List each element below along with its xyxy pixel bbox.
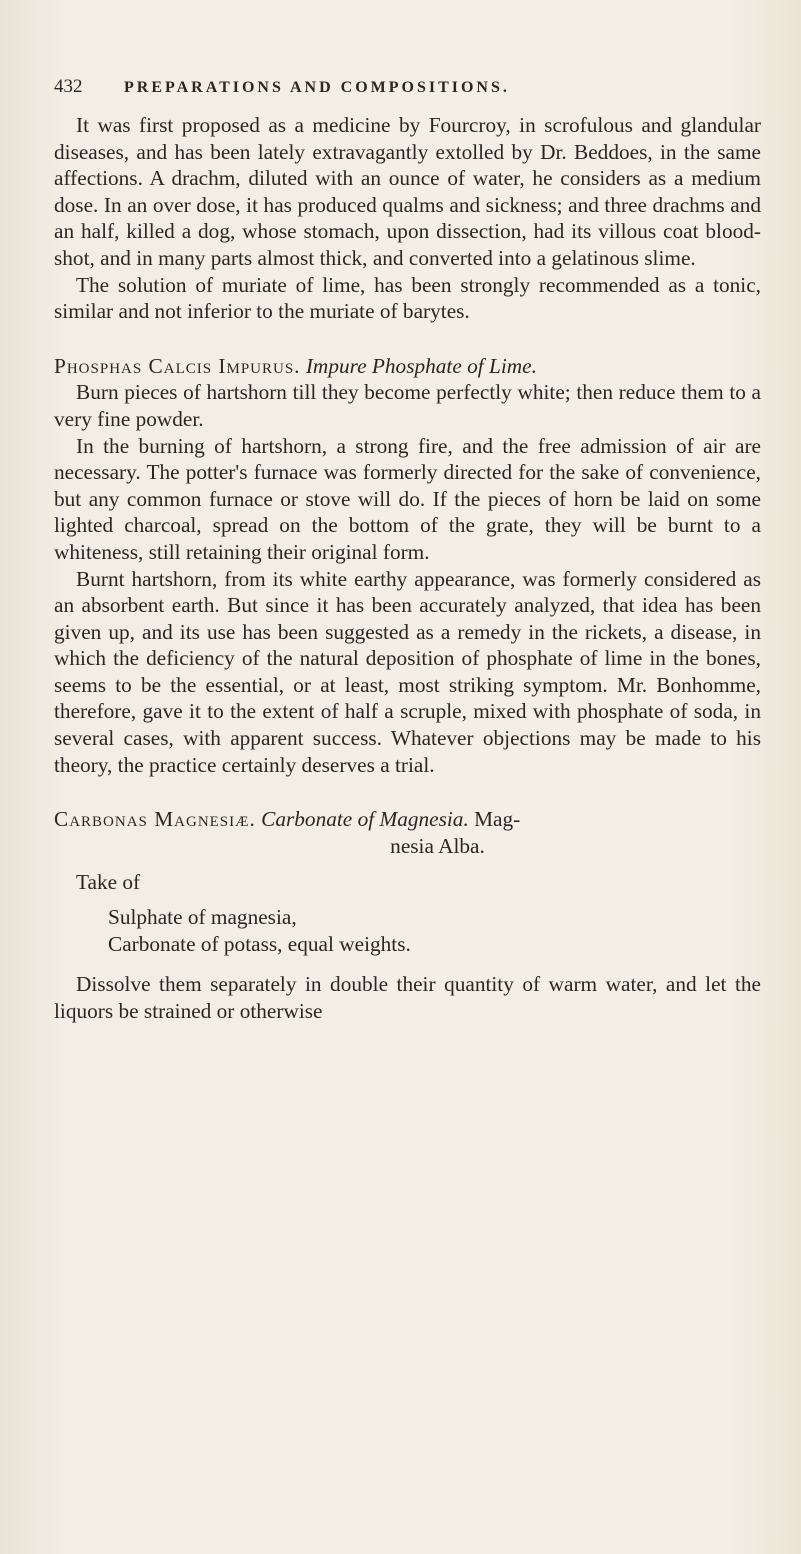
recipe xyxy=(54,869,761,957)
paragraph-dissolve: Dissolve them separately in double their quantity of warm water, and let the liquors be strained or otherwise xyxy=(54,972,761,1023)
section-heading-phosphas xyxy=(54,353,761,380)
paragraph-burning-process: In the burning of hartshorn, a strong fire, and the free admission of air are necessary. The potter's furnace was formerly directed for the sake of convenience, but any common furnace or stove will do. If the pieces of horn be laid on some lighted charcoal, spread on the bottom of the grate, they will be burnt to a whiteness, still retaining their original form. xyxy=(54,433,761,564)
paragraph-burnt-hartshorn: Burnt hartshorn, from its white earthy appearance, was formerly considered as an absorbent earth. But since it has been accurately analyzed, that idea has been given up, and its use has been suggested as a remedy in the rickets, a disease, in which the deficiency of the natural deposition of phosphate of lime in the bones, seems to be the essential, or at least, most striking symptom. Mr. Bonhomme, therefore, gave it to the extent of half a scruple, mixed with phosphate of soda, in several cases, with apparent success. Whatever objections may be made to his theory, the practice certainly deserves a trial. xyxy=(54,566,761,777)
paragraph-fourcroy: It was first proposed as a medicine by Fourcroy, in scrofulous and glandular diseases, and has been lately extravagantly extolled by Dr. Beddoes, in the same affections. A drachm, diluted with an ounce of water, he considers as a medium dose. In an over dose, it has produced qualms and sickness; and three drachms and an half, killed a dog, whose stomach, upon dissection, had its villous coat blood-shot, and in many parts almost thick, and converted into a gelatinous slime. xyxy=(54,113,761,270)
paragraph-burn-hartshorn: Burn pieces of hartshorn till they become perfectly white; then reduce them to a very fine powder. xyxy=(54,380,761,431)
synonym-part1: Mag- xyxy=(474,807,521,832)
english-name: Carbonate of Magnesia. xyxy=(261,807,469,832)
page-number: 432 xyxy=(54,76,83,97)
running-title: PREPARATIONS AND COMPOSITIONS. xyxy=(124,79,510,96)
ingredient-item: Carbonate of potass, equal weights. xyxy=(108,931,411,956)
ingredient-item: Sulphate of magnesia, xyxy=(108,905,297,930)
synonym-part2: nesia Alba. xyxy=(390,833,485,858)
english-name: Impure Phosphate of Lime. xyxy=(305,353,537,378)
running-head xyxy=(54,76,761,98)
take-of-label: Take of xyxy=(76,870,141,895)
latin-name: Phosphas Calcis Impurus. xyxy=(54,353,301,378)
latin-name: Carbonas Magnesiæ. xyxy=(54,807,256,832)
section-heading-carbonas xyxy=(54,806,761,859)
paragraph-muriate-of-lime: The solution of muriate of lime, has been strongly recommended as a tonic, similar and not inferior to the muriate of barytes. xyxy=(54,272,761,324)
